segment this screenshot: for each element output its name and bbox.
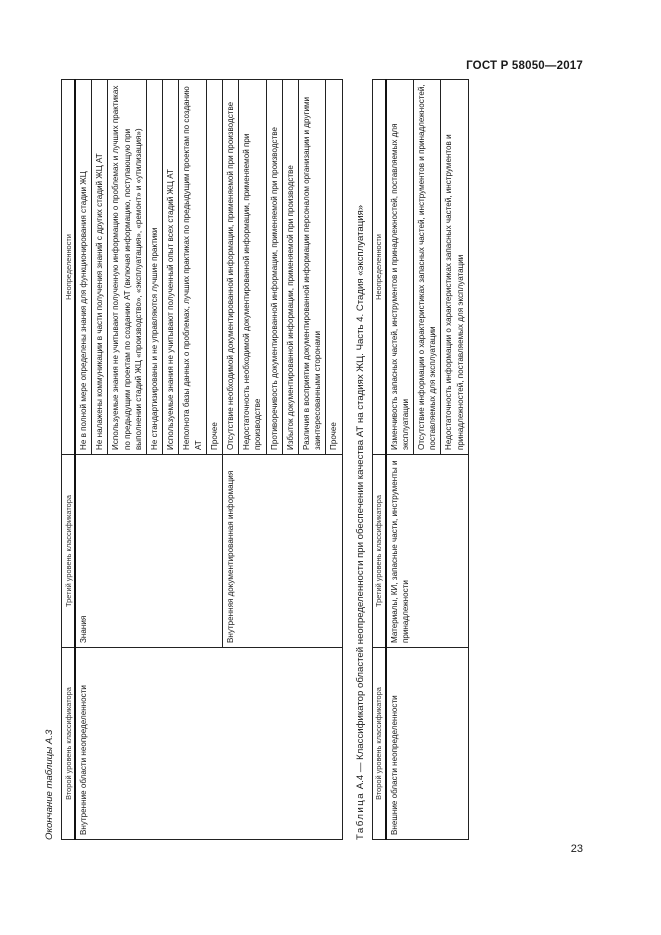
table-a4-caption-text: А.4 — Классификатор областей неопределенности при обеспечении качества АТ на стадиях ЖЦ. Часть 4. Стадия «эксплуатация» [354, 204, 366, 790]
rotated-content [44, 80, 469, 840]
uncertainty-item: Прочее [326, 80, 342, 455]
uncertainty-item: Отсутствие информации о характеристиках запасных частей, инструментов и принадлежностей, поставляемых для эксплуатации [414, 80, 441, 455]
uncertainty-item: Используемые знания не учитывают полученный опыт всех стадий ЖЦ АТ [163, 80, 179, 455]
column-header-level3: Третий уровень классификатора [372, 455, 386, 648]
uncertainty-item: Избыток документированной информации, применяемой при производстве [282, 80, 298, 455]
table-a3 [61, 79, 343, 840]
column-header-level2: Второй уровень классификатора [62, 648, 76, 840]
uncertainty-item: Различия в восприятии документированной информации персоналом организации и другими заинтересованными сторонами [299, 80, 326, 455]
table-a4-caption [355, 80, 366, 840]
uncertainty-item: Недостаточность информации о характеристиках запасных частей, инструментов и принадлежностей, поставляемых для эксплуатации [441, 80, 468, 455]
column-header-uncertainties: Неопределенности [372, 80, 386, 455]
uncertainty-item: Не в полной мере определены знания для функционирования стадии ЖЦ [75, 80, 92, 455]
table-a4-caption-prefix: Таблица [354, 791, 366, 840]
table-row [75, 80, 92, 840]
column-header-uncertainties: Неопределенности [62, 80, 76, 455]
uncertainty-item: Неполнота базы данных о проблемах, лучших практиках по предыдущим проектам по созданию АТ [179, 80, 206, 455]
level2-cell: Внутренние области неопределенности [75, 648, 342, 840]
column-header-level2: Второй уровень классификатора [372, 648, 386, 840]
uncertainty-item: Не стандартизированы и не управляются лучшие практики [147, 80, 163, 455]
uncertainty-item: Прочее [206, 80, 222, 455]
table-a4 [372, 79, 469, 840]
page-number: 23 [570, 843, 583, 855]
uncertainty-item: Противоречивость документированной информации, применяемой при производстве [266, 80, 282, 455]
uncertainty-item: Используемые знания не учитывают полученную информацию о проблемах и лучших практиках по предыдущим проектам по созданию АТ (включая информацию, поступающую при выполнении стадий ЖЦ «производство», «эксплуатация», «ремонт» и «утилизация») [108, 80, 147, 455]
table-a3-caption: Окончание таблицы А.3 [44, 729, 55, 840]
level2-cell: Внешние области неопределенности [386, 648, 469, 840]
level3-cell-knowledge: Знания [75, 455, 223, 648]
uncertainty-item: Недостаточность необходимой документированной информации, применяемой при производстве [239, 80, 266, 455]
uncertainty-item: Не налажены коммуникации в части получения знаний с других стадий ЖЦ АТ [92, 80, 108, 455]
standard-number: ГОСТ Р 58050—2017 [466, 60, 583, 72]
level3-cell-materials: Материалы, КИ, запасные части, инструменты и принадлежности [386, 455, 469, 648]
column-header-level3: Третий уровень классификатора [62, 455, 76, 648]
table-row [386, 80, 414, 840]
uncertainty-item: Изменчивость запасных частей, инструментов и принадлежностей, поставляемых для эксплуатации [386, 80, 414, 455]
uncertainty-item: Отсутствие необходимой документированной информации, применяемой при производстве [223, 80, 239, 455]
level3-cell-internal-docs: Внутренняя документированная информация [223, 455, 343, 648]
